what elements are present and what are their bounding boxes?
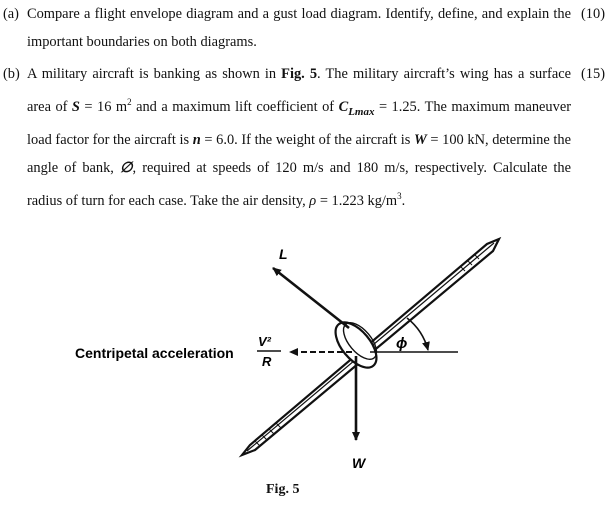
subscript-lmax: Lmax bbox=[348, 105, 375, 118]
centripetal-label: Centripetal acceleration bbox=[75, 345, 234, 361]
velocity-squared: V² bbox=[258, 334, 271, 349]
question-b-text-6: = 6.0. If the weight of the aircraft is bbox=[200, 131, 414, 148]
question-b-text-8: , required at speeds of 120 m/s and 180 m/s, respectively. Calculate the radius of turn for each case. Take the air density, bbox=[27, 159, 572, 209]
lift-label: L bbox=[279, 246, 288, 262]
var-w: W bbox=[413, 131, 427, 148]
question-a-text: Compare a flight envelope diagram and a gust load diagram. Identify, define, and explain the important boundaries on both diagrams. bbox=[27, 6, 571, 50]
figure-reference: Fig. 5 bbox=[281, 66, 318, 82]
question-b-text-4: and a maximum lift coefficient of bbox=[131, 98, 339, 115]
question-b-text-2: . The military aircraft’s wing has a surface area of bbox=[27, 66, 572, 115]
question-b-text-10: . bbox=[401, 192, 406, 209]
question-b-tag: (b) bbox=[3, 66, 20, 82]
bank-angle-arc bbox=[407, 318, 428, 350]
question-b-marks: (15) bbox=[581, 66, 605, 82]
question-a-marks: (10) bbox=[581, 6, 605, 22]
question-b-text-7: = 100 kN, determine the angle of bank, bbox=[27, 131, 571, 176]
question-a-tag: (a) bbox=[3, 6, 19, 22]
weight-label: W bbox=[352, 455, 366, 471]
var-s: S bbox=[71, 98, 80, 115]
superscript-3: 3 bbox=[397, 190, 402, 201]
superscript-2: 2 bbox=[127, 97, 132, 107]
figure-caption: Fig. 5 bbox=[266, 482, 300, 497]
question-b-text-9: = 1.223 kg/m bbox=[316, 192, 398, 209]
radius-symbol: R bbox=[262, 354, 272, 369]
var-phi: ∅ bbox=[119, 159, 133, 176]
lift-arrow bbox=[273, 268, 349, 328]
question-b-text-1: A military aircraft is banking as shown in bbox=[27, 66, 282, 82]
question-b-text-3: = 16 m bbox=[79, 98, 128, 115]
var-n: n bbox=[192, 131, 201, 148]
var-cl: C bbox=[338, 98, 349, 115]
bank-angle-label: ϕ bbox=[396, 335, 408, 352]
var-rho: ρ bbox=[309, 192, 317, 209]
question-b-text-5: = 1.25. The maximum maneuver load factor for the aircraft is bbox=[27, 98, 572, 148]
